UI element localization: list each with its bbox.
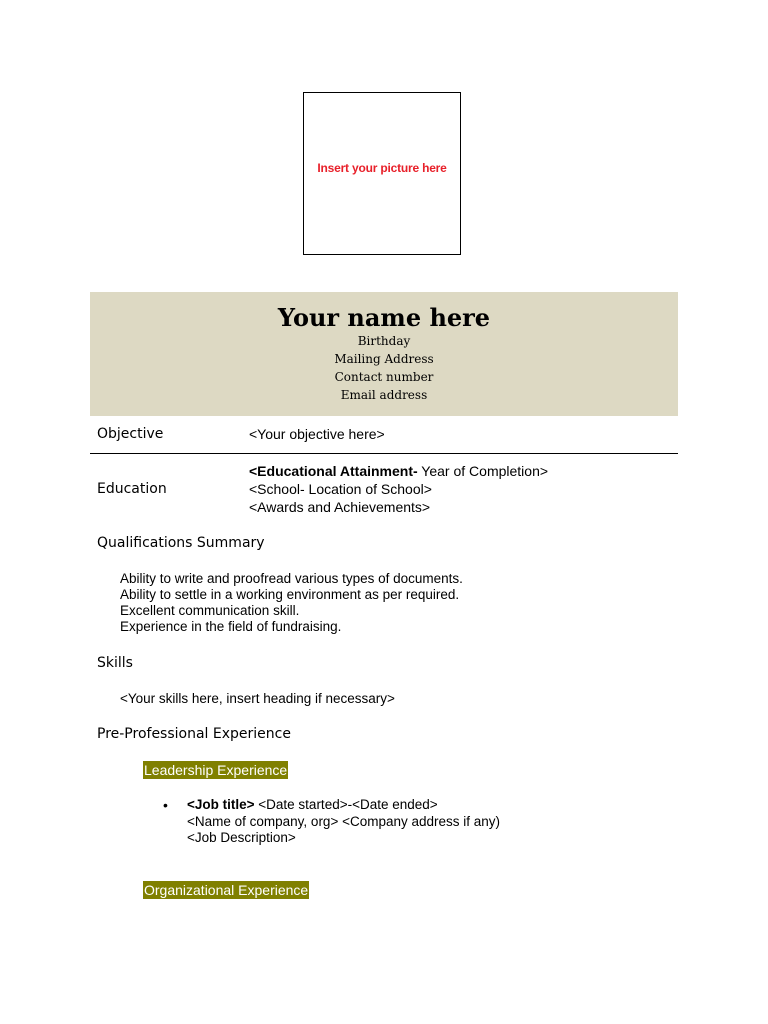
section-divider bbox=[90, 453, 678, 454]
mailing-address-line: Mailing Address bbox=[334, 352, 434, 366]
job-description: <Job Description> bbox=[187, 830, 296, 845]
experience-heading: Pre-Professional Experience bbox=[97, 726, 291, 742]
education-awards: <Awards and Achievements> bbox=[249, 499, 431, 515]
education-attainment-bold: <Educational Attainment- bbox=[249, 463, 418, 479]
education-school: <School- Location of School> bbox=[249, 481, 432, 497]
job-dates: <Date started>-<Date ended> bbox=[254, 797, 438, 812]
birthday-line: Birthday bbox=[357, 334, 411, 348]
qualification-item: Ability to settle in a working environment as per required. bbox=[120, 587, 460, 602]
qualifications-heading: Qualifications Summary bbox=[97, 535, 265, 551]
name-header bbox=[90, 292, 678, 416]
qualification-item: Experience in the field of fundraising. bbox=[120, 619, 342, 634]
education-attainment bbox=[249, 463, 548, 479]
objective-value: <Your objective here> bbox=[249, 426, 385, 442]
organizational-experience-heading: Organizational Experience bbox=[144, 882, 309, 898]
job-title: <Job title> bbox=[187, 797, 255, 812]
skills-heading: Skills bbox=[97, 655, 133, 671]
email-address-line: Email address bbox=[340, 388, 428, 402]
education-attainment-year: Year of Completion> bbox=[417, 463, 549, 479]
bullet-icon: • bbox=[163, 797, 168, 813]
contact-number-line: Contact number bbox=[334, 370, 434, 384]
job-company: <Name of company, org> <Company address if any) bbox=[187, 814, 501, 829]
name-title: Your name here bbox=[277, 303, 491, 332]
job-title-line bbox=[187, 797, 438, 812]
objective-label: Objective bbox=[97, 426, 164, 442]
skills-value: <Your skills here, insert heading if necessary> bbox=[120, 691, 395, 706]
leadership-experience-heading: Leadership Experience bbox=[144, 762, 288, 778]
photo-placeholder bbox=[303, 92, 461, 255]
qualification-item: Excellent communication skill. bbox=[120, 603, 300, 618]
education-label: Education bbox=[97, 481, 167, 497]
qualification-item: Ability to write and proofread various types of documents. bbox=[120, 571, 463, 586]
photo-placeholder-label: Insert your picture here bbox=[317, 161, 447, 175]
